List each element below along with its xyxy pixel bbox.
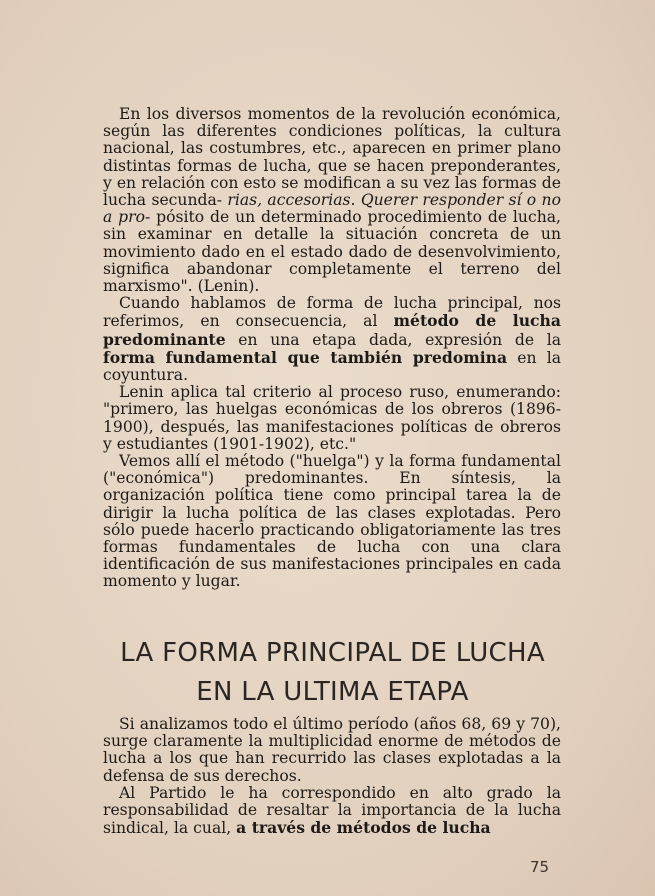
paragraph-1: En los diversos momentos de la revolución económica, según las diferentes condiciones políticas, la cultura nacional, las costumbres, etc., aparecen en primer plano distintas formas de lucha, que se hacen preponderantes, y en relación con esto se modifican a su vez las formas de lucha secunda- rias, accesorias. Querer responder sí o no a pro- pósito de un determinado procedimiento de lucha, sin examinar en detalle la situación concreta de un movimiento dado en el estado dado de desenvolvimiento, significa abandonar completamente el terreno del marxismo". (Lenin). bbox=[103, 105, 561, 296]
paragraph-4: Vemos allí el método ("huelga") y la forma fundamental ("económica") predominantes. En síntesis, la organización política tiene como principal tarea la de dirigir la lucha política de las clases explotadas. Pero sólo puede hacerlo practicando obligatoriamente las tres formas fundamentales de lucha con una clara identificación de sus manifestaciones principales en cada momento y lugar. bbox=[103, 452, 561, 591]
paragraph-5: Si analizamos todo el último período (años 68, 69 y 70), surge claramente la multiplicidad enorme de métodos de lucha a los que han recurrido las clases explotadas a la defensa de sus derechos. bbox=[103, 715, 561, 785]
heading-line-1: LA FORMA PRINCIPAL DE LUCHA bbox=[120, 638, 545, 668]
paragraph-2: Cuando hablamos de forma de lucha principal, nos referimos, en consecuencia, al método de lucha predominante en una etapa dada, expresión de la forma fundamental que también predomina en la coyuntura. bbox=[103, 294, 561, 385]
bold-span-metodo: método de lucha predominante bbox=[103, 311, 561, 349]
section-heading bbox=[95, 634, 570, 712]
paragraph-6: Al Partido le ha correspondido en alto grado la responsabilidad de resaltar la importancia de la lucha sindical, la cual, a través de métodos de lucha bbox=[103, 783, 561, 838]
page-number: 75 bbox=[530, 858, 550, 876]
bold-span-forma: forma fundamental que también predomina bbox=[103, 347, 508, 367]
heading-line-2: EN LA ULTIMA ETAPA bbox=[196, 677, 469, 707]
bold-span-traves: a través de métodos de lucha bbox=[236, 818, 491, 838]
bottom-text-block bbox=[103, 716, 561, 837]
italic-span: rias, accesorias. Querer responder sí o no a pro- bbox=[103, 191, 561, 227]
paragraph-3: Lenin aplica tal criterio al proceso ruso, enumerando: "primero, las huelgas económicas de los obreros (1896-1900), después, las manifestaciones políticas de obreros y estudiantes (1901-1902), etc." bbox=[103, 383, 561, 453]
top-text-block bbox=[103, 106, 561, 591]
